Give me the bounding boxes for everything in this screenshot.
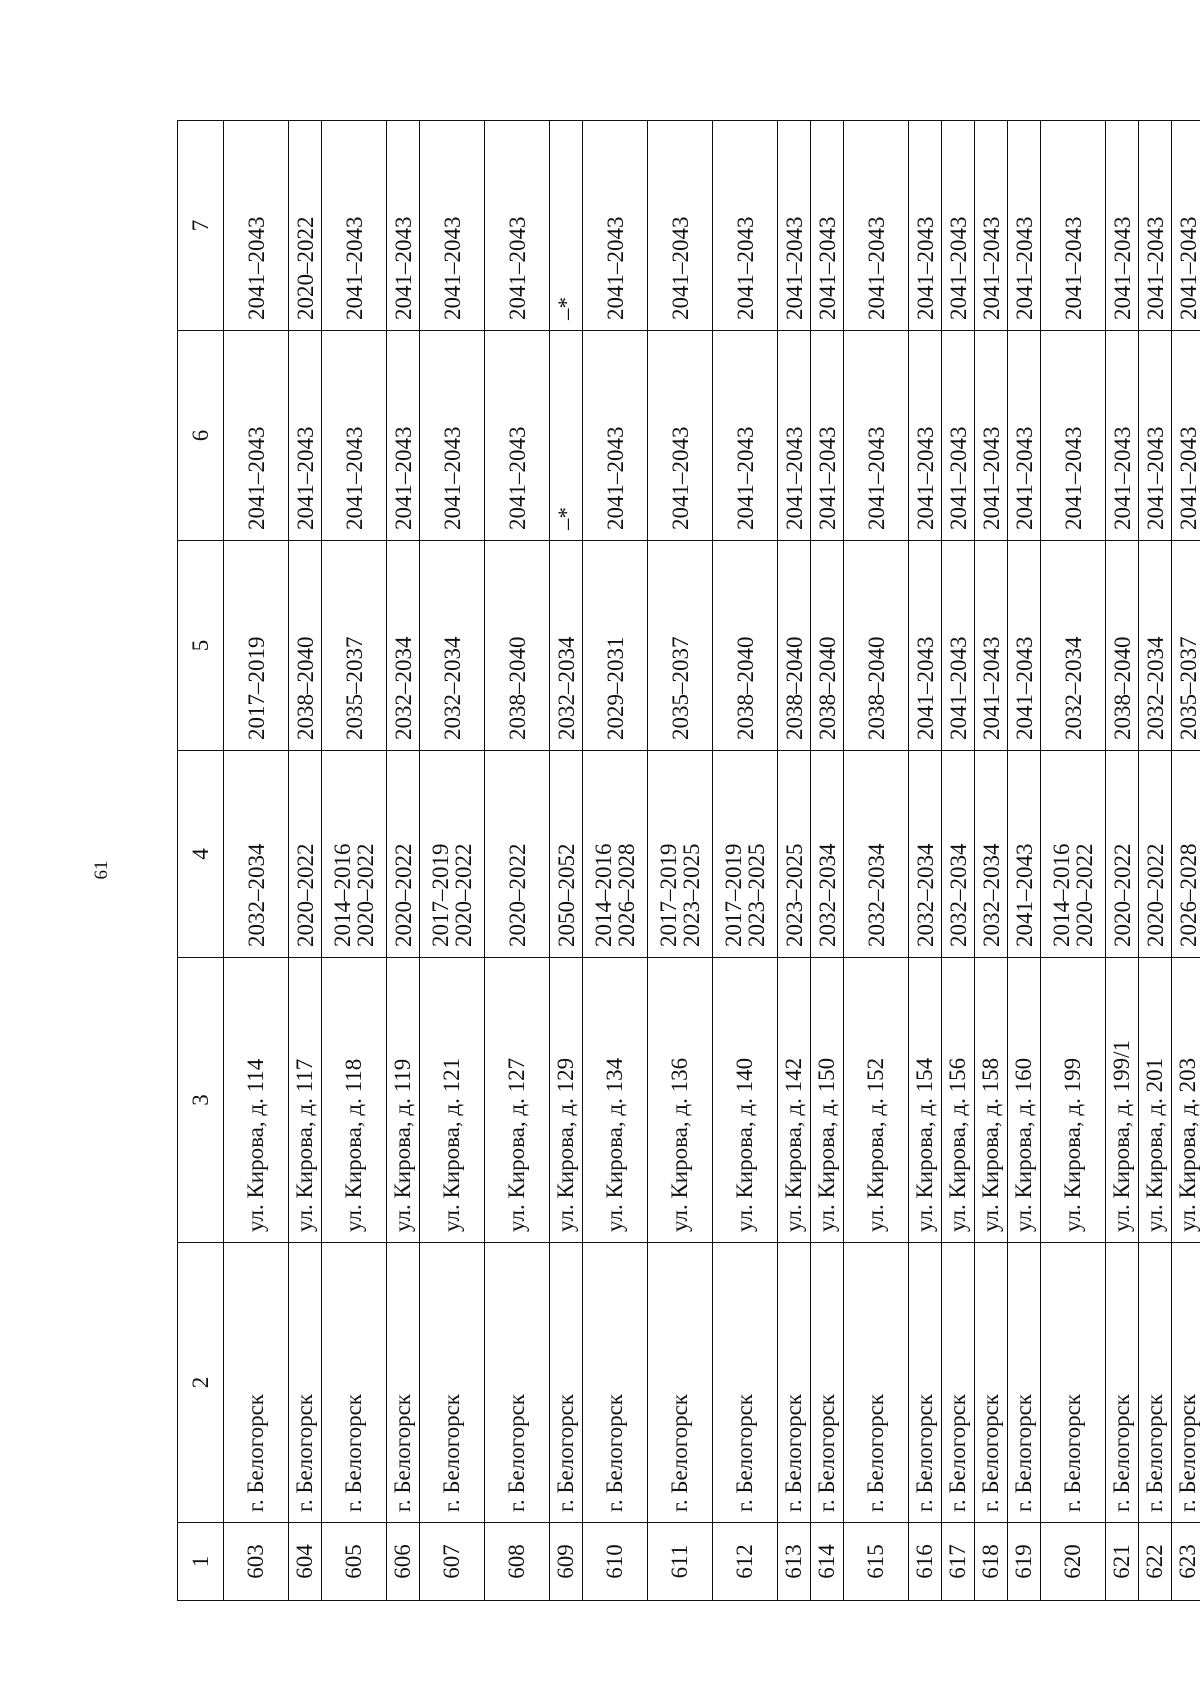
period-col5-cell: 2038–2040 [713,541,778,751]
table-row [420,121,485,1601]
period-col7-cell: 2041–2043 [844,121,909,331]
table-row [975,121,1008,1601]
period-col5-cell: 2032–2034 [420,541,485,751]
city-cell: г. Белогорск [844,1243,909,1523]
period-col5-cell: 2038–2040 [289,541,322,751]
table-row [1172,121,1200,1601]
city-cell: г. Белогорск [975,1243,1008,1523]
period-line: 2032–2034 [945,843,971,947]
period-col4-cell [1008,751,1041,958]
row-number-cell: 611 [648,1523,713,1601]
address-cell: ул. Кирова, д. 118 [322,958,387,1243]
address-cell: ул. Кирова, д. 140 [713,958,778,1243]
period-col4-cell [387,751,420,958]
row-number-cell: 618 [975,1523,1008,1601]
row-number-cell: 605 [322,1523,387,1601]
period-col4-cell [224,751,289,958]
period-col6-cell: 2041–2043 [1106,331,1139,541]
table-row [289,121,322,1601]
schedule-table [177,120,1200,1601]
address-cell: ул. Кирова, д. 134 [583,958,648,1243]
column-header-7: 7 [178,121,224,331]
period-col7-cell: 2041–2043 [224,121,289,331]
period-col6-cell: 2041–2043 [975,331,1008,541]
address-cell: ул. Кирова, д. 119 [387,958,420,1243]
period-col6-cell: 2041–2043 [387,331,420,541]
period-col6-cell: 2041–2043 [420,331,485,541]
period-col6-cell: 2041–2043 [778,331,811,541]
period-line: 2023–2025 [679,843,704,947]
table-row [778,121,811,1601]
city-cell: г. Белогорск [420,1243,485,1523]
period-line: 2014–2016 [1049,843,1074,947]
address-cell: ул. Кирова, д. 114 [224,958,289,1243]
row-number-cell: 615 [844,1523,909,1601]
period-col5-cell: 2035–2037 [1172,541,1200,751]
city-cell: г. Белогорск [224,1243,289,1523]
period-col4-cell [420,751,485,958]
city-cell: г. Белогорск [1008,1243,1041,1523]
period-line: 2020–2022 [353,843,378,947]
period-line: 2032–2034 [243,843,269,947]
table-row [583,121,648,1601]
period-col6-cell: 2041–2043 [1041,331,1106,541]
address-cell: ул. Кирова, д. 199/1 [1106,958,1139,1243]
row-number-cell: 620 [1041,1523,1106,1601]
row-number-cell: 617 [942,1523,975,1601]
period-line: 2032–2034 [978,843,1004,947]
address-cell: ул. Кирова, д. 201 [1139,958,1172,1243]
row-number-cell: 610 [583,1523,648,1601]
period-col7-cell: 2041–2043 [1041,121,1106,331]
period-line: 2020–2022 [1072,843,1097,947]
table-row [844,121,909,1601]
address-cell: ул. Кирова, д. 136 [648,958,713,1243]
period-col6-cell: 2041–2043 [713,331,778,541]
column-header-1: 1 [178,1523,224,1601]
period-line: 2020–2022 [292,843,318,947]
period-line: 2026–2028 [614,843,639,947]
period-col6-cell: 2041–2043 [1172,331,1200,541]
period-col4-cell [975,751,1008,958]
period-col4-cell [1041,751,1106,958]
period-col6-cell: 2041–2043 [485,331,550,541]
table-row [648,121,713,1601]
period-col7-cell: 2041–2043 [942,121,975,331]
period-col5-cell: 2038–2040 [485,541,550,751]
table-row [550,121,583,1601]
period-col7-cell: 2041–2043 [322,121,387,331]
period-col4-cell [550,751,583,958]
period-col5-cell: 2038–2040 [1106,541,1139,751]
period-col7-cell: 2041–2043 [387,121,420,331]
period-col6-cell: 2041–2043 [1139,331,1172,541]
table-row [811,121,844,1601]
period-col4-cell [583,751,648,958]
city-cell: г. Белогорск [942,1243,975,1523]
city-cell: г. Белогорск [289,1243,322,1523]
row-number-cell: 607 [420,1523,485,1601]
row-number-cell: 616 [909,1523,942,1601]
column-header-2: 2 [178,1243,224,1523]
period-col5-cell: 2032–2034 [387,541,420,751]
period-line: 2017–2019 [656,843,681,947]
period-col5-cell: 2029–2031 [583,541,648,751]
period-line: 2026–2028 [1175,843,1200,947]
period-line: 2032–2034 [863,843,889,947]
period-col4-cell [322,751,387,958]
period-col6-cell: –* [550,331,583,541]
period-col5-cell: 2035–2037 [322,541,387,751]
address-cell: ул. Кирова, д. 203 [1172,958,1200,1243]
period-col7-cell: 2041–2043 [1106,121,1139,331]
period-col7-cell: 2041–2043 [909,121,942,331]
period-col5-cell: 2017–2019 [224,541,289,751]
period-line: 2032–2034 [814,843,840,947]
city-cell: г. Белогорск [550,1243,583,1523]
table-row [485,121,550,1601]
period-col7-cell: 2041–2043 [648,121,713,331]
city-cell: г. Белогорск [387,1243,420,1523]
period-line: 2017–2019 [721,843,746,947]
period-col7-cell: 2041–2043 [1008,121,1041,331]
period-col5-cell: 2041–2043 [909,541,942,751]
period-col5-cell: 2038–2040 [778,541,811,751]
column-header-5: 5 [178,541,224,751]
table-row [224,121,289,1601]
period-col7-cell: 2041–2043 [1139,121,1172,331]
address-cell: ул. Кирова, д. 129 [550,958,583,1243]
address-cell: ул. Кирова, д. 127 [485,958,550,1243]
row-number-cell: 603 [224,1523,289,1601]
city-cell: г. Белогорск [713,1243,778,1523]
city-cell: г. Белогорск [1172,1243,1200,1523]
period-col6-cell: 2041–2043 [224,331,289,541]
address-cell: ул. Кирова, д. 152 [844,958,909,1243]
period-col7-cell: 2041–2043 [975,121,1008,331]
period-col6-cell: 2041–2043 [844,331,909,541]
city-cell: г. Белогорск [811,1243,844,1523]
period-line: 2020–2022 [451,843,476,947]
period-col7-cell: –* [550,121,583,331]
period-col5-cell: 2032–2034 [1139,541,1172,751]
period-line: 2020–2022 [504,843,530,947]
address-cell: ул. Кирова, д. 158 [975,958,1008,1243]
period-line: 2023–2025 [781,843,807,947]
row-number-cell: 606 [387,1523,420,1601]
period-col4-cell [485,751,550,958]
period-col5-cell: 2041–2043 [975,541,1008,751]
period-line: 2014–2016 [591,843,616,947]
period-col7-cell: 2041–2043 [1172,121,1200,331]
address-cell: ул. Кирова, д. 150 [811,958,844,1243]
period-col4-cell [778,751,811,958]
table-header-row [178,121,224,1601]
row-number-cell: 612 [713,1523,778,1601]
address-cell: ул. Кирова, д. 142 [778,958,811,1243]
row-number-cell: 622 [1139,1523,1172,1601]
period-line: 2017–2019 [428,843,453,947]
row-number-cell: 619 [1008,1523,1041,1601]
period-col4-cell [1106,751,1139,958]
address-cell: ул. Кирова, д. 117 [289,958,322,1243]
period-col7-cell: 2041–2043 [811,121,844,331]
address-cell: ул. Кирова, д. 121 [420,958,485,1243]
period-line: 2020–2022 [1142,843,1168,947]
table-row [1041,121,1106,1601]
period-col4-cell [1139,751,1172,958]
period-col6-cell: 2041–2043 [289,331,322,541]
period-col4-cell [713,751,778,958]
period-col7-cell: 2020–2022 [289,121,322,331]
column-header-3: 3 [178,958,224,1243]
period-line: 2050–2052 [553,843,579,947]
table-row [713,121,778,1601]
city-cell: г. Белогорск [1139,1243,1172,1523]
table-row [322,121,387,1601]
rotated-table-wrapper [177,121,1200,1601]
address-cell: ул. Кирова, д. 160 [1008,958,1041,1243]
period-line: 2032–2034 [912,843,938,947]
row-number-cell: 608 [485,1523,550,1601]
city-cell: г. Белогорск [485,1243,550,1523]
period-col5-cell: 2032–2034 [1041,541,1106,751]
period-line: 2020–2022 [1109,843,1135,947]
period-col4-cell [844,751,909,958]
table-row [1139,121,1172,1601]
period-col7-cell: 2041–2043 [583,121,648,331]
period-line: 2041–2043 [1011,843,1037,947]
period-col6-cell: 2041–2043 [909,331,942,541]
period-col5-cell: 2035–2037 [648,541,713,751]
row-number-cell: 614 [811,1523,844,1601]
city-cell: г. Белогорск [322,1243,387,1523]
table-row [1106,121,1139,1601]
period-line: 2020–2022 [390,843,416,947]
table-row [909,121,942,1601]
period-col7-cell: 2041–2043 [485,121,550,331]
period-col4-cell [811,751,844,958]
row-number-cell: 621 [1106,1523,1139,1601]
period-col4-cell [909,751,942,958]
period-col7-cell: 2041–2043 [713,121,778,331]
period-col5-cell: 2041–2043 [1008,541,1041,751]
period-col6-cell: 2041–2043 [322,331,387,541]
period-col7-cell: 2041–2043 [420,121,485,331]
period-line: 2014–2016 [330,843,355,947]
row-number-cell: 623 [1172,1523,1200,1601]
table-body [224,121,1200,1601]
period-col6-cell: 2041–2043 [1008,331,1041,541]
city-cell: г. Белогорск [1041,1243,1106,1523]
column-header-6: 6 [178,331,224,541]
address-cell: ул. Кирова, д. 156 [942,958,975,1243]
period-col5-cell: 2038–2040 [811,541,844,751]
table-row [387,121,420,1601]
row-number-cell: 604 [289,1523,322,1601]
period-col6-cell: 2041–2043 [583,331,648,541]
period-col5-cell: 2038–2040 [844,541,909,751]
city-cell: г. Белогорск [778,1243,811,1523]
period-col4-cell [942,751,975,958]
city-cell: г. Белогорск [583,1243,648,1523]
table-row [942,121,975,1601]
period-line: 2023–2025 [744,843,769,947]
period-col6-cell: 2041–2043 [811,331,844,541]
period-col4-cell [289,751,322,958]
table-row [1008,121,1041,1601]
period-col7-cell: 2041–2043 [778,121,811,331]
row-number-cell: 613 [778,1523,811,1601]
city-cell: г. Белогорск [648,1243,713,1523]
period-col4-cell [1172,751,1200,958]
period-col5-cell: 2032–2034 [550,541,583,751]
address-cell: ул. Кирова, д. 154 [909,958,942,1243]
period-col6-cell: 2041–2043 [942,331,975,541]
period-col6-cell: 2041–2043 [648,331,713,541]
city-cell: г. Белогорск [909,1243,942,1523]
period-col4-cell [648,751,713,958]
address-cell: ул. Кирова, д. 199 [1041,958,1106,1243]
row-number-cell: 609 [550,1523,583,1601]
period-col5-cell: 2041–2043 [942,541,975,751]
page-number: 61 [91,860,112,880]
city-cell: г. Белогорск [1106,1243,1139,1523]
column-header-4: 4 [178,751,224,958]
